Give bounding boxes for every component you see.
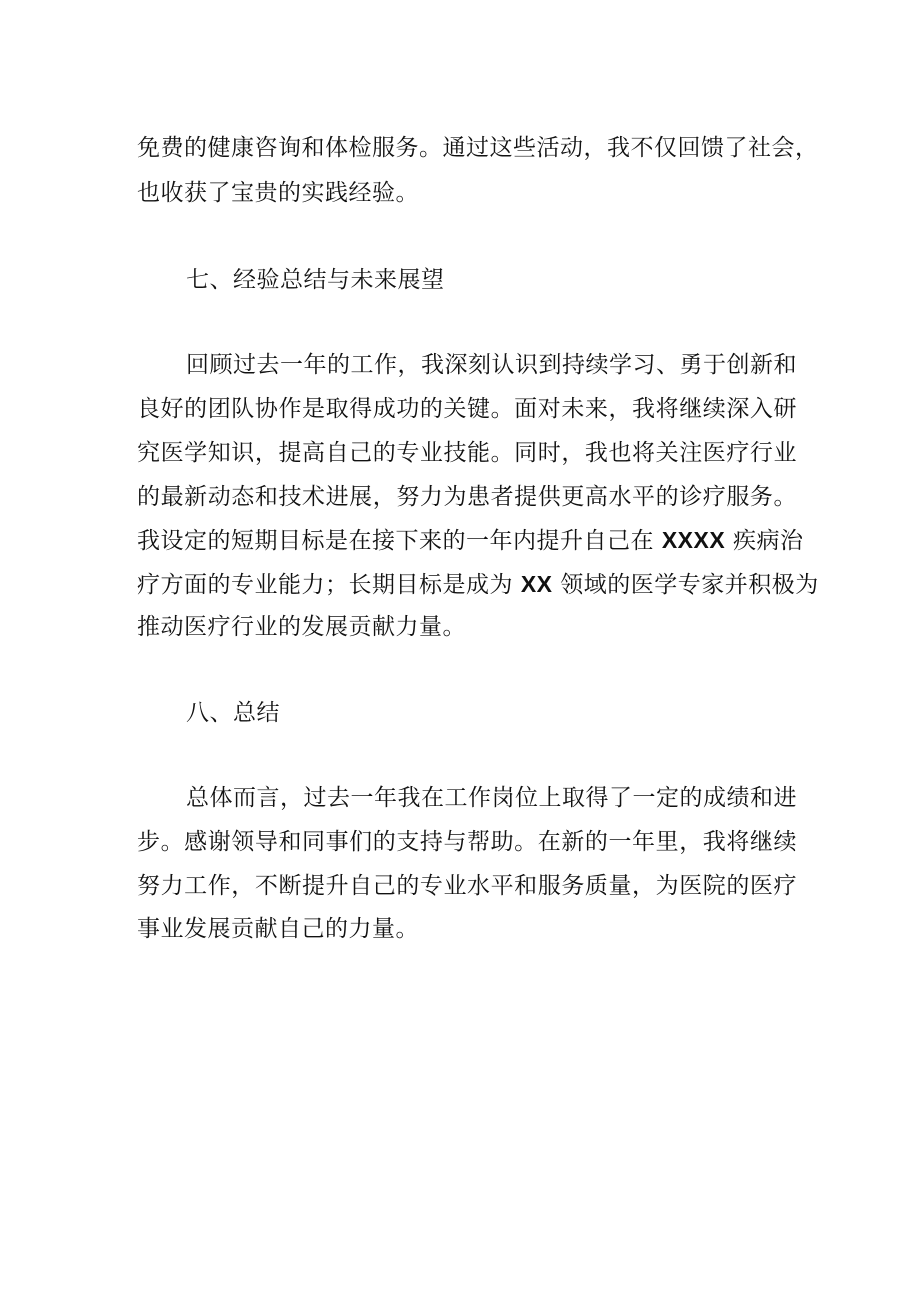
paragraph-line: 究医学知识，提高自己的专业技能。同时，我也将关注医疗行业 — [137, 440, 797, 466]
text-segment: 我设定的短期目标是在接下来的一年内提升自己在 — [137, 528, 662, 554]
text-segment: 疗方面的专业能力；长期目标是成为 — [137, 572, 521, 598]
paragraph-line: 良好的团队协作是取得成功的关键。面对未来，我将继续深入研 — [137, 396, 797, 422]
paragraph-line: 的最新动态和技术进展，努力为患者提供更高水平的诊疗服务。 — [137, 484, 797, 510]
section-heading: 八、总结 — [186, 700, 280, 726]
paragraph-line: 步。感谢领导和同事们的支持与帮助。在新的一年里，我将继续 — [137, 829, 797, 855]
placeholder-bold: XX — [520, 571, 553, 597]
paragraph-line — [137, 569, 819, 599]
paragraph-line: 推动医疗行业的发展贡献力量。 — [137, 614, 466, 640]
section-heading: 七、经验总结与未来展望 — [186, 267, 445, 293]
placeholder-bold: XXXX — [661, 527, 726, 553]
paragraph-line: 回顾过去一年的工作，我深刻认识到持续学习、勇于创新和 — [186, 352, 797, 378]
paragraph-line — [137, 525, 804, 555]
text-segment: 领域的医学专家并积极为 — [552, 572, 819, 598]
paragraph-line: 总体而言，过去一年我在工作岗位上取得了一定的成绩和进 — [186, 785, 797, 811]
text-segment: 疾病治 — [725, 528, 804, 554]
paragraph-line: 也收获了宝贵的实践经验。 — [137, 180, 419, 206]
paragraph-line: 事业发展贡献自己的力量。 — [137, 916, 419, 942]
paragraph-line: 努力工作，不断提升自己的专业水平和服务质量，为医院的医疗 — [137, 873, 797, 899]
paragraph-line: 免费的健康咨询和体检服务。通过这些活动，我不仅回馈了社会， — [137, 135, 819, 161]
